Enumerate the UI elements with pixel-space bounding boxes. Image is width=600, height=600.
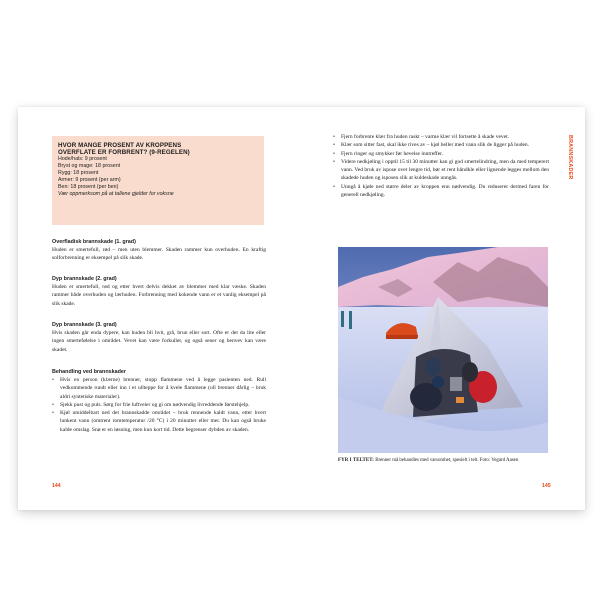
list-item: • Kjøl umiddelbart ned det brannskadde området – bruk rennende kaldt vann, etter hvert lunkent vann (omtrent romtemperatur /20 °C) i 20 minutter eller mer. Du kan også bruke kalde omslag. Snø er en løsning, men kun kort tid. Dette begrenser dybden av skaden. [52, 409, 266, 434]
running-head: BRANNSKADER [567, 135, 573, 180]
photo-caption [338, 458, 553, 464]
list-item: • Fjern forbrente klær fra huden raskt – varme klær vil fortsette å skade vevet. [333, 133, 549, 141]
info-box-line: Armer: 9 prosent (per arm) [58, 177, 121, 184]
section-body: Hvis skaden går enda dypere, kan huden bli hvit, grå, brun eller sort. Ofte er det da lite eller ingen smertefølelse i området. Vevet kan være forkullet, og også sener og benvev kan være skadet. [52, 330, 266, 353]
page-number-left: 144 [52, 483, 61, 489]
section-heading: Dyp brannskade (2. grad) [52, 276, 117, 282]
section-treatment [52, 369, 266, 434]
section-second-degree [52, 276, 266, 308]
info-box-nine-rule [52, 136, 264, 225]
section-heading: Overfladisk brannskade (1. grad) [52, 239, 136, 245]
info-box-line: Ben: 18 prosent (per ben) [58, 184, 119, 191]
section-body: Huden er smertefull, rød – men uten blemmer. Skaden rammer kun overhuden. En kraftig solforbrenning er eksempel på slik skade. [52, 247, 266, 262]
info-box-note: Vær oppmerksom på at tallene gjelder for voksne [58, 191, 174, 198]
right-bullet-list [333, 133, 549, 199]
section-heading: Dyp brannskade (3. grad) [52, 322, 117, 328]
info-box-line: Rygg: 18 prosent [58, 170, 99, 177]
left-page [18, 107, 301, 510]
info-box-title-line-1: HVOR MANGE PROSENT AV KROPPENS [58, 142, 182, 149]
section-third-degree [52, 322, 266, 354]
list-item: • Klær som sitter fast, skal ikke rives av – kjøl heller med vann slik de ligger på huden. [333, 141, 549, 149]
info-box-line: Hode/hals: 9 prosent [58, 156, 107, 163]
page-number-right: 145 [542, 483, 551, 489]
treatment-list [52, 376, 266, 434]
photo-image-icon [338, 247, 548, 453]
photo-snow-tent [338, 247, 548, 453]
right-page [301, 107, 585, 510]
list-item: • Fjern ringer og smykker før hevelse inntreffer. [333, 150, 549, 158]
caption-text: Brenner må behandles med varsomhet, spesielt i telt. Foto: Vegard Aasen [374, 458, 519, 463]
list-item: • Hvis en person (klærne) brenner, stopp flammene ved å legge pasienten ned. Rull vedkommende rundt eller inn i et ullteppe for å kvele flammene (ull brenner dårlig – bruk aldri syntetiske materialer). [52, 376, 266, 401]
info-box-title-line-2: OVERFLATE ER FORBRENT? (9-REGELEN) [58, 149, 190, 157]
book-spread [18, 107, 585, 510]
list-item: • Videre nedkjøling i opptil 15 til 30 minutter kan gi god smertelindring, men da med temperert vann. Ved bruk av ispose over lengre tid, bør et rent håndkle eller lignende legges mellom den skadede huden og isposen slik at kuldeskade unngås. [333, 158, 549, 183]
section-body: Huden er smertefull, rød og etter hvert delvis dekket av blemmer med klar væske. Skaden rammer både overhuden og lærhuden. Forbrenning med kokende vann er et vanlig eksempel på slik skade. [52, 284, 266, 307]
list-item: • Unngå å kjøle ned større deler av kroppen enn nødvendig. Du reduserer dermed faren for generell nedkjøling. [333, 183, 549, 200]
section-heading: Behandling ved brannskader [52, 369, 126, 375]
list-item: • Sjekk pust og puls. Sørg for frie luftveier og gi om nødvendig livreddende førstehjelp. [52, 401, 266, 409]
section-first-degree [52, 239, 266, 263]
caption-lead: FYR I TELTET: [338, 458, 374, 463]
info-box-line: Bryst og mage: 18 prosent [58, 163, 121, 170]
